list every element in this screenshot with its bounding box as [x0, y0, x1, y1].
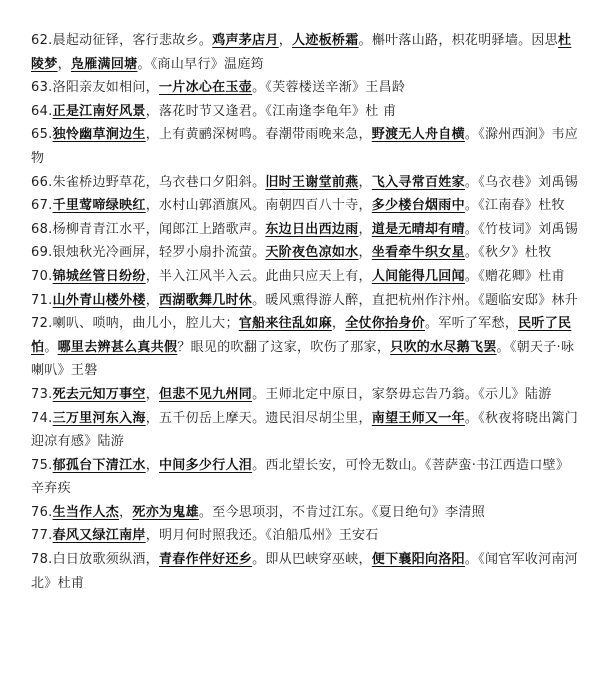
poem-entry	[31, 241, 580, 265]
verse-text: 76.	[31, 504, 53, 520]
key-verse: 天阶夜色凉如水	[265, 245, 359, 261]
key-verse: 但悲不见九州同	[159, 386, 253, 402]
verse-text: ，	[358, 174, 372, 190]
key-verse: 山外青山楼外楼	[52, 292, 146, 308]
poem-entry	[31, 289, 580, 313]
poem-entry	[31, 501, 580, 525]
key-verse: 民听了民怕	[31, 316, 572, 355]
poem-entry	[31, 454, 580, 501]
key-verse: 哪里去辨甚么真共假	[57, 339, 178, 355]
verse-text: ？眼见的吹翻了这家，吹伤了那家，	[177, 339, 391, 355]
key-verse: 飞入寻常百姓家	[371, 174, 465, 190]
verse-text: ，	[358, 221, 372, 237]
verse-text: 。《乌衣巷》刘禹锡	[464, 174, 579, 190]
verse-text: 77.	[31, 528, 53, 544]
poem-entry	[31, 312, 580, 383]
poem-entry	[31, 171, 580, 195]
key-verse: 独怜幽草涧边生	[52, 127, 146, 143]
verse-text: 。《商山早行》温庭筠	[137, 56, 264, 72]
key-verse: 杜陵梦	[31, 33, 572, 72]
verse-text: ，半入江风半入云。此曲只应天上有，	[145, 268, 372, 284]
verse-text: ，	[57, 56, 71, 72]
verse-text: 。即从巴峡穿巫峡，	[252, 552, 372, 568]
verse-text: 73.	[31, 386, 53, 402]
key-verse: 官船来往乱如麻	[238, 316, 332, 332]
verse-text: 。《滁州西涧》韦应物	[31, 127, 579, 166]
verse-text: 67.	[31, 198, 53, 214]
verse-text: 75.	[31, 457, 53, 473]
key-verse: 人间能得几回闻	[371, 268, 465, 284]
poem-entry	[31, 383, 580, 407]
verse-text: 。《芙蓉楼送辛渐》王昌龄	[252, 80, 406, 96]
verse-text: 64.	[31, 103, 53, 119]
verse-text: ，	[145, 457, 159, 473]
key-verse: 郁孤台下清江水	[52, 457, 146, 473]
verse-text: 。西北望长安，可怜无数山。《菩萨蛮·书江西造口壁》辛弃疾	[31, 457, 570, 497]
verse-text: 。槲叶落山路，枳花明驿墙。因思	[358, 33, 559, 48]
verse-text: 。	[44, 339, 58, 355]
key-verse: 坐看牵牛织女星	[371, 245, 465, 261]
key-verse: 死去元知万事空	[52, 386, 146, 402]
verse-text: 。《赠花卿》杜甫	[464, 268, 565, 284]
key-verse: 春风又绿江南岸	[52, 528, 146, 544]
key-verse: 中间多少行人泪	[159, 457, 253, 473]
verse-text: ，	[145, 292, 159, 308]
key-verse: 死亦为鬼雄	[132, 504, 199, 520]
key-verse: 一片冰心在玉壶	[158, 80, 253, 96]
poem-entry	[31, 100, 580, 124]
verse-text: 69.银烛秋光冷画屏，轻罗小扇扑流萤。	[31, 245, 266, 261]
poem-entry	[31, 265, 580, 289]
verse-text: 。《闻官军收河南河北》杜甫	[31, 552, 579, 591]
key-verse: 青春作伴好还乡	[158, 552, 253, 568]
poem-entry	[31, 218, 580, 242]
verse-text: 。至今思项羽，不肯过江东。《夏日绝句》李清照	[198, 504, 486, 520]
key-verse: 全仗你抬身价	[345, 316, 426, 332]
key-verse: 便下襄阳向洛阳	[371, 552, 465, 568]
verse-text: ，	[278, 33, 293, 48]
verse-text: 78.白日放歌须纵酒，	[31, 552, 159, 568]
poem-entry	[31, 548, 580, 595]
verse-text: ，水村山郭酒旗风。南朝四百八十寺，	[145, 198, 372, 214]
verse-text: 66.朱雀桥边野草花，乌衣巷口夕阳斜。	[31, 174, 266, 190]
verse-text: ，上有黄鹂深树鸣。春潮带雨晚来急，	[145, 127, 372, 143]
key-verse: 多少楼台烟雨中	[371, 198, 465, 214]
verse-text: 。王师北定中原日，家祭毋忘告乃翁。《示儿》陆游	[252, 386, 552, 402]
verse-text: 。军听了军愁，	[425, 316, 519, 332]
key-verse: 人迹板桥霜	[292, 33, 359, 48]
poem-entry	[31, 524, 580, 548]
verse-text: 68.杨柳青青江水平，闻郎江上踏歌声。	[31, 221, 266, 237]
verse-text: ，	[358, 245, 372, 261]
verse-text: 70.	[31, 268, 53, 284]
key-verse: 三万里河东入海	[52, 410, 146, 426]
key-verse: 鸡声茅店月	[212, 33, 279, 48]
verse-text: 。《竹枝词》刘禹锡	[464, 221, 579, 237]
verse-text: 71.	[31, 292, 53, 308]
verse-text: ，明月何时照我还。《泊船瓜州》王安石	[145, 528, 379, 544]
key-verse: 东边日出西边雨	[265, 221, 359, 237]
verse-text: 。《秋夜将晓出篱门迎凉有感》陆游	[31, 410, 579, 450]
poem-entry	[31, 29, 580, 76]
verse-text: 62.晨起动征铎，客行悲故乡。	[31, 33, 213, 48]
key-verse: 凫雁满回塘	[70, 56, 138, 72]
verse-text: 。《朝天子·咏喇叭》王磐	[31, 339, 575, 379]
key-verse: 道是无晴却有晴	[371, 221, 465, 237]
verse-text: 65.	[31, 127, 53, 143]
verse-text: 74.	[31, 410, 53, 426]
key-verse: 只吹的水尽鹅飞罢	[390, 339, 497, 355]
verse-text: ，落花时节又逢君。《江南逢李龟年》杜 甫	[145, 103, 397, 119]
key-verse: 西湖歌舞几时休	[159, 292, 253, 308]
verse-text: 63.洛阳亲友如相问，	[31, 80, 159, 96]
verse-text: 72.喇叭、唢呐，曲儿小，腔儿大；	[31, 316, 239, 332]
key-verse: 旧时王谢堂前燕	[265, 174, 359, 190]
key-verse: 正是江南好风景	[52, 103, 146, 119]
verse-text: 。《秋夕》杜牧	[464, 245, 552, 261]
poem-entry	[31, 76, 580, 100]
verse-text: ，	[119, 504, 133, 520]
verse-text: 。暖风熏得游人醉，直把杭州作汴州。《题临安邸》林升	[252, 292, 579, 308]
verse-text: ，五千仞岳上摩天。遗民泪尽胡尘里，	[145, 410, 372, 426]
key-verse: 南望王师又一年	[371, 410, 465, 426]
verse-text: ，	[331, 316, 346, 332]
poem-entry	[31, 407, 580, 454]
poem-entry	[31, 123, 580, 170]
poem-entry	[31, 194, 580, 218]
key-verse: 千里莺啼绿映红	[52, 198, 146, 214]
key-verse: 生当作人杰	[52, 504, 120, 520]
key-verse: 锦城丝管日纷纷	[52, 268, 146, 284]
verse-text: 。《江南春》杜牧	[464, 198, 565, 214]
verse-text: ，	[145, 386, 159, 402]
key-verse: 野渡无人舟自横	[371, 127, 465, 143]
